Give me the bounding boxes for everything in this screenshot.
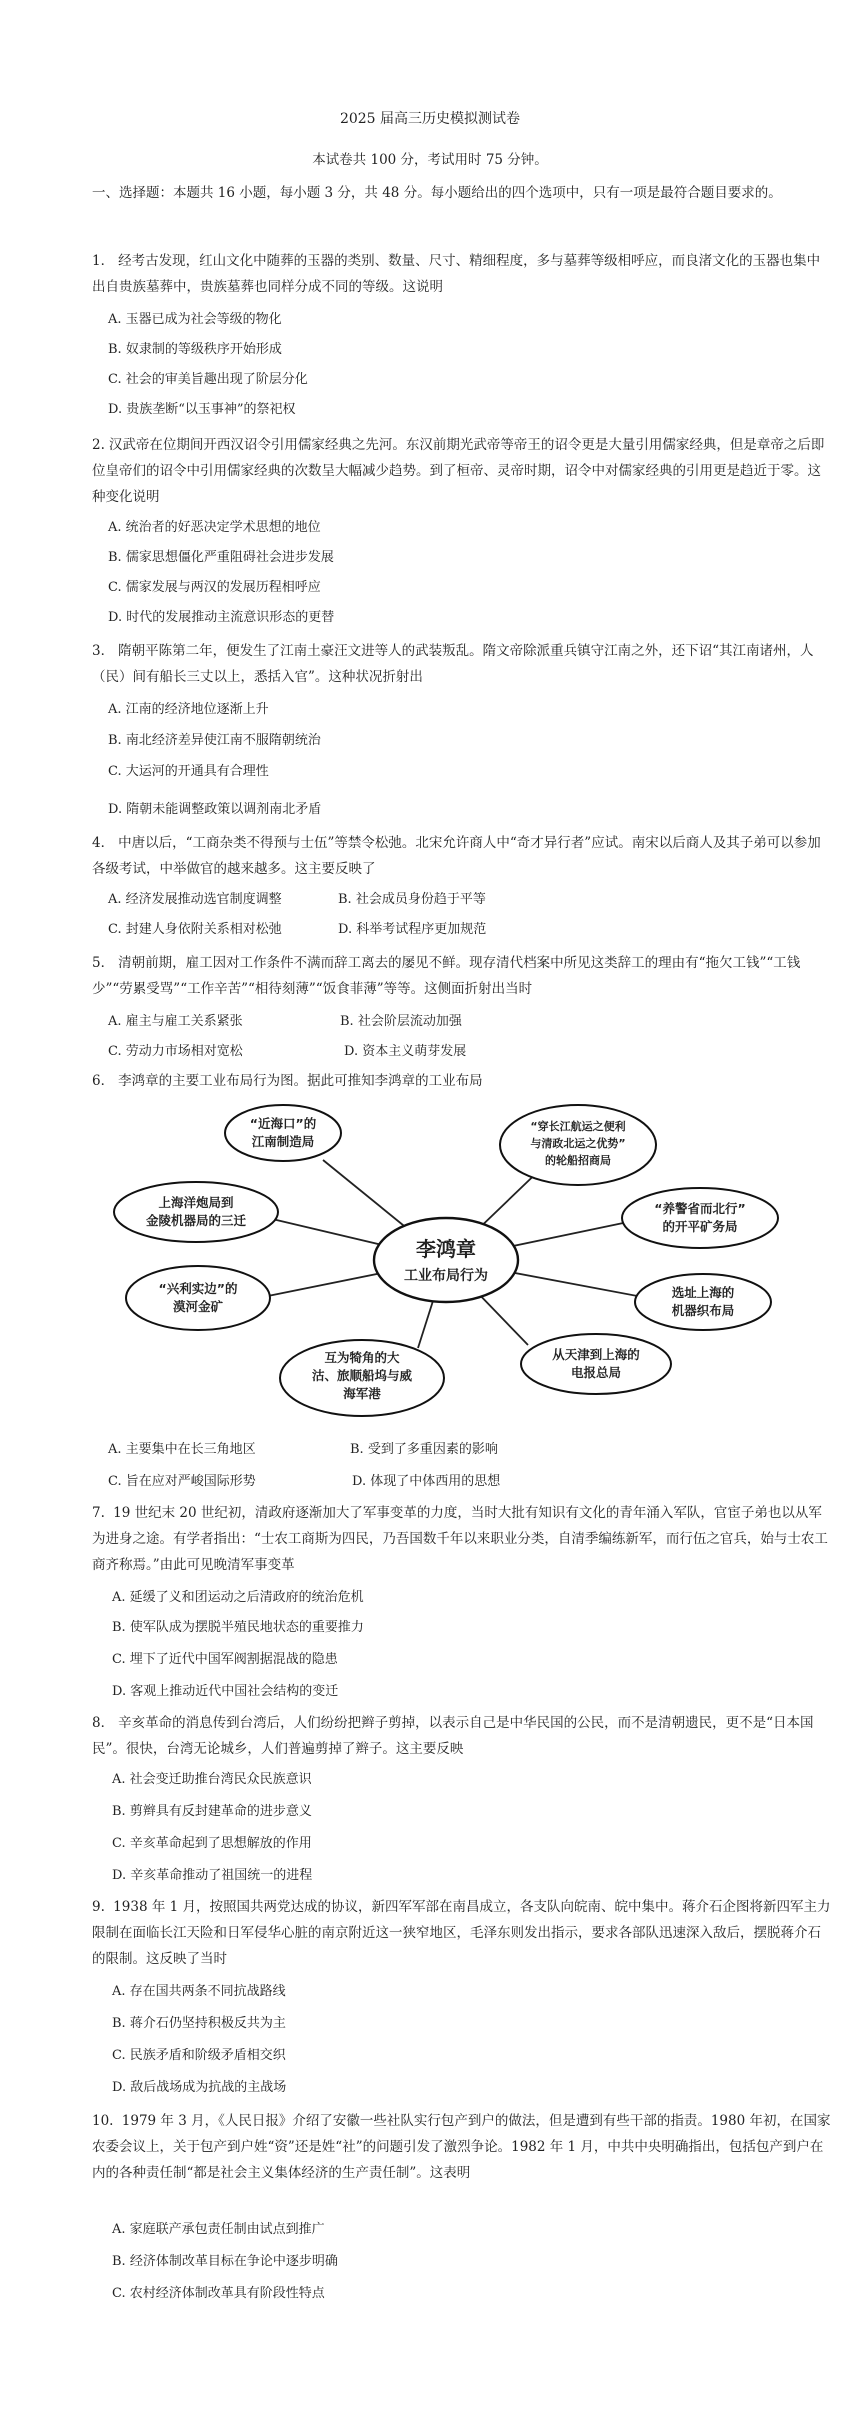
option-c[interactable]: C. 旨在应对严峻国际形势: [108, 1474, 256, 1489]
question-9: [92, 1894, 832, 1972]
option-d[interactable]: D. 敌后战场成为抗战的主战场: [112, 2080, 287, 2095]
node-label: “近海口”的: [249, 1116, 317, 1131]
option-b[interactable]: B. 蒋介石仍坚持积极反共为主: [112, 2016, 286, 2031]
node-jinling-arsenal: [114, 1182, 278, 1242]
option-b[interactable]: B. 剪辫具有反封建革命的进步意义: [112, 1804, 312, 1819]
question-number: 3．: [92, 643, 115, 659]
option-b[interactable]: B. 奴隶制的等级秩序开始形成: [108, 342, 282, 357]
question-number: 9.: [92, 1899, 110, 1915]
node-label: 上海洋炮局到: [158, 1195, 234, 1210]
question-3: [92, 638, 832, 690]
question-number: 6．: [92, 1073, 115, 1089]
option-d[interactable]: D. 辛亥革命推动了祖国统一的进程: [112, 1868, 313, 1883]
question-stem: 隋朝平陈第二年，便发生了江南土豪汪文进等人的武装叛乱。隋文帝除派重兵镇守江南之外，还下诏“其江南诸州，人（民）间有船长三丈以上，悉括入官”。这种状况折射出: [92, 643, 814, 685]
question-5: [92, 950, 832, 1002]
exam-title: 2025 届高三历史模拟测试卷: [339, 111, 521, 127]
node-label: 互为犄角的大: [324, 1350, 400, 1365]
option-b[interactable]: B. 儒家思想僵化严重阻碍社会进步发展: [108, 550, 334, 565]
center-title: 李鸿章: [416, 1237, 476, 1261]
option-c[interactable]: C. 民族矛盾和阶级矛盾相交织: [112, 2048, 286, 2063]
diagram-svg: [108, 1100, 798, 1425]
option-c[interactable]: C. 封建人身依附关系相对松弛: [108, 922, 282, 937]
option-a[interactable]: A. 主要集中在长三角地区: [108, 1442, 256, 1457]
node-label: 江南制造局: [251, 1134, 315, 1149]
node-label: 海军港: [343, 1386, 381, 1401]
question-6: [92, 1068, 832, 1094]
option-b[interactable]: B. 经济体制改革目标在争论中逐步明确: [112, 2254, 338, 2269]
question-number: 10.: [92, 2113, 118, 2129]
center-subtitle: 工业布局行为: [404, 1268, 488, 1284]
option-d[interactable]: D. 贵族垄断“以玉事神”的祭祀权: [108, 402, 296, 417]
option-b[interactable]: B. 南北经济差异使江南不服隋朝统治: [108, 733, 321, 748]
question-number: 5．: [92, 955, 115, 971]
option-b[interactable]: B. 受到了多重因素的影响: [350, 1442, 498, 1457]
question-number: 7.: [92, 1505, 110, 1521]
option-b[interactable]: B. 社会阶层流动加强: [340, 1014, 462, 1029]
option-a[interactable]: A. 玉器已成为社会等级的物化: [108, 312, 282, 327]
node-jiangnan-arsenal: [225, 1105, 341, 1161]
node-label: 电报总局: [570, 1365, 622, 1380]
option-a[interactable]: A. 社会变迁助推台湾民众民族意识: [112, 1772, 312, 1787]
question-8: [92, 1710, 832, 1762]
question-number: 8．: [92, 1715, 115, 1731]
option-c[interactable]: C. 埋下了近代中国军阀割据混战的隐患: [112, 1652, 338, 1667]
node-kaiping-mining: [622, 1188, 778, 1248]
option-c[interactable]: C. 儒家发展与两汉的发展历程相呼应: [108, 580, 321, 595]
question-stem: 李鸿章的主要工业布局行为图。据此可推知李鸿章的工业布局: [118, 1073, 483, 1089]
question-number: 1．: [92, 253, 115, 269]
question-stem: 汉武帝在位期间开西汉诏令引用儒家经典之先河。东汉前期光武帝等帝王的诏令更是大量引用儒家经典，但是章帝之后即位皇帝们的诏令中引用儒家经典的次数呈大幅减少趋势。到了桓帝、灵帝时期，诏令中对儒家经典的引用更是趋近于零。这种变化说明: [92, 437, 825, 505]
option-a[interactable]: A. 雇主与雇工关系紧张: [108, 1014, 243, 1029]
option-c[interactable]: C. 农村经济体制改革具有阶段性特点: [112, 2286, 325, 2301]
option-a[interactable]: A. 经济发展推动选官制度调整: [108, 892, 282, 907]
node-label: 选址上海的: [671, 1285, 735, 1300]
option-c[interactable]: C. 辛亥革命起到了思想解放的作用: [112, 1836, 312, 1851]
section-intro: 一、选择题：本题共 16 小题，每小题 3 分，共 48 分。每小题给出的四个选项中，只有一项是最符合题目要求的。: [92, 185, 782, 201]
option-c[interactable]: C. 劳动力市场相对宽松: [108, 1044, 243, 1059]
option-d[interactable]: D. 隋朝未能调整政策以调剂南北矛盾: [108, 802, 322, 817]
question-number: 4．: [92, 835, 115, 851]
option-a[interactable]: A. 延缓了义和团运动之后清政府的统治危机: [112, 1590, 364, 1605]
question-10: [92, 2108, 832, 2186]
node-weaving-bureau: [635, 1274, 771, 1330]
question-stem: 辛亥革命的消息传到台湾后，人们纷纷把辫子剪掉，以表示自己是中华民国的公民，而不是清朝遗民，更不是“日本国民”。很快，台湾无论城乡，人们普遍剪掉了辫子。这主要反映: [92, 1715, 814, 1757]
option-d[interactable]: D. 客观上推动近代中国社会结构的变迁: [112, 1684, 339, 1699]
node-label: 机器织布局: [671, 1303, 735, 1318]
option-b[interactable]: B. 社会成员身份趋于平等: [338, 892, 486, 907]
option-a[interactable]: A. 家庭联产承包责任制由试点到推广: [112, 2222, 325, 2237]
option-a[interactable]: A. 统治者的好恶决定学术思想的地位: [108, 520, 321, 535]
option-a[interactable]: A. 江南的经济地位逐渐上升: [108, 702, 269, 717]
node-label: “养警省而北行”: [654, 1201, 746, 1216]
option-c[interactable]: C. 社会的审美旨趣出现了阶层分化: [108, 372, 308, 387]
industrial-layout-diagram: [108, 1100, 798, 1425]
question-stem: 清朝前期，雇工因对工作条件不满而辞工离去的屡见不鲜。现存清代档案中所见这类辞工的理由有“拖欠工钱”“工钱少”“劳累受骂”“工作辛苦”“相待刻薄”“饭食菲薄”等等。这侧面折射出当时: [92, 955, 801, 997]
option-c[interactable]: C. 大运河的开通具有合理性: [108, 764, 269, 779]
question-stem: 经考古发现，红山文化中随葬的玉器的类别、数量、尺寸、精细程度，多与墓葬等级相呼应，而良渚文化的玉器也集中出自贵族墓葬中，贵族墓葬也同样分成不同的等级。这说明: [92, 253, 821, 295]
node-label: “穿长江航运之便利: [530, 1120, 626, 1133]
option-b[interactable]: B. 使军队成为摆脱半殖民地状态的重要推力: [112, 1620, 364, 1635]
node-mohe-gold: [126, 1266, 270, 1330]
node-label: 与清政北运之优势”: [530, 1137, 626, 1150]
question-4: [92, 830, 832, 882]
option-d[interactable]: D. 资本主义萌芽发展: [344, 1044, 467, 1059]
node-telegraph-bureau: [521, 1334, 671, 1394]
option-d[interactable]: D. 体现了中体西用的思想: [352, 1474, 501, 1489]
node-label: 沽、旅顺船坞与威: [311, 1368, 413, 1383]
question-7: [92, 1500, 832, 1578]
option-d[interactable]: D. 科举考试程序更加规范: [338, 922, 487, 937]
question-stem: 1938 年 1 月，按照国共两党达成的协议，新四军军部在南昌成立，各支队向皖南、皖中集中。蒋介石企图将新四军主力限制在面临长江天险和日军侵华心脏的南京附近这一狭窄地区，毛泽东则发出指示，要求各部队迅速深入敌后，摆脱蒋介石的限制。这反映了当时: [92, 1899, 831, 1967]
option-a[interactable]: A. 存在国共两条不同抗战路线: [112, 1984, 286, 1999]
question-stem: 1979 年 3 月，《人民日报》介绍了安徽一些社队实行包产到户的做法，但是遭到有些干部的指责。1980 年初，在国家农委会议上，关于包产到户姓“资”还是姓“社”的问题引发了激烈争论。1982 年 1 月，中共中央明确指出，包括包产到户在内的各种责任制“都是社会主义集体经济的生产责任制”。这表明: [92, 2113, 831, 2181]
question-stem: 19 世纪末 20 世纪初，清政府逐渐加大了军事变革的力度，当时大批有知识有文化的青年涌入军队，官宦子弟也以从军为进身之途。有学者指出：“士农工商斯为四民，乃吾国数千年以来职业分类，自清季编练新军，而行伍之官兵，始与士农工商齐称焉。”由此可见晚清军事变革: [92, 1505, 828, 1573]
node-label: “兴利实边”的: [158, 1281, 238, 1296]
question-number: 2.: [92, 437, 105, 453]
node-label: 漠河金矿: [172, 1299, 224, 1314]
node-label: 金陵机器局的三迁: [145, 1213, 247, 1228]
node-label: 的开平矿务局: [662, 1219, 738, 1234]
question-stem: 中唐以后，“工商杂类不得预与士伍”等禁令松弛。北宋允许商人中“奇才异行者”应试。南宋以后商人及其子弟可以参加各级考试，中举做官的越来越多。这主要反映了: [92, 835, 821, 877]
question-1: [92, 248, 832, 300]
node-label: 从天津到上海的: [552, 1347, 640, 1362]
question-2: [92, 432, 832, 510]
node-label: 的轮船招商局: [545, 1154, 611, 1167]
option-d[interactable]: D. 时代的发展推动主流意识形态的更替: [108, 610, 335, 625]
exam-subtitle: 本试卷共 100 分，考试用时 75 分钟。: [312, 152, 548, 168]
